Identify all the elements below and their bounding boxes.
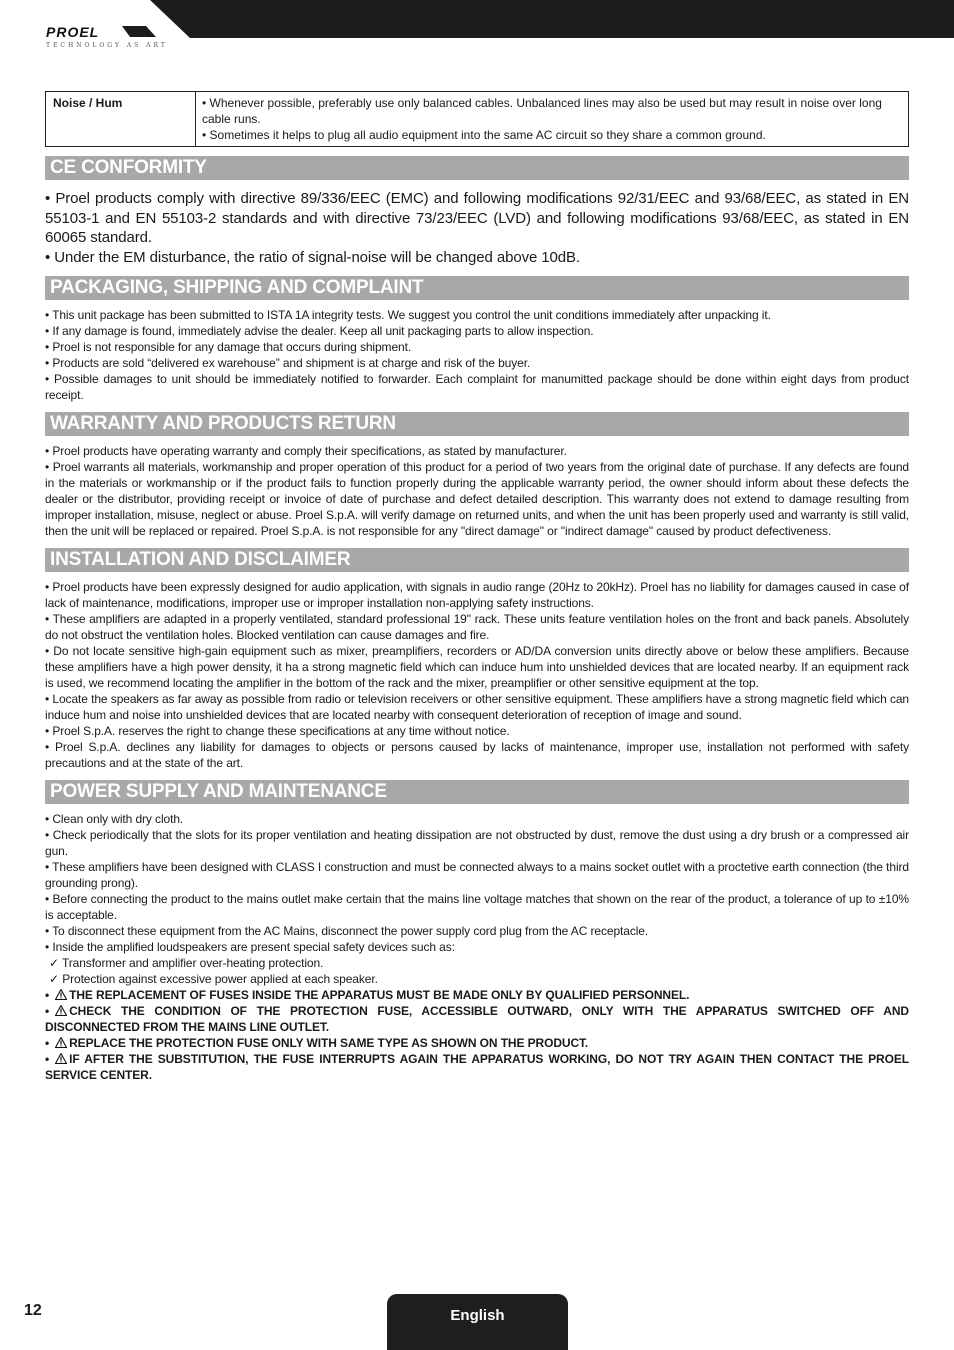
- list-item: • Whenever possible, preferably use only balanced cables. Unbalanced lines may also be used but may result in noise over long cable runs.: [202, 96, 882, 126]
- list-item: • These amplifiers have been designed with CLASS I construction and must be connected always to a mains socket outlet with a proctetive earth connection (the third grounding prong).: [45, 860, 909, 890]
- page-content: [45, 91, 909, 1083]
- list-item: • This unit package has been submitted to ISTA 1A integrity tests. We suggest you control the unit conditions immediately after unpacking it.: [45, 308, 771, 322]
- list-item: • These amplifiers are adapted in a properly ventilated, standard professional 19" rack. These units feature ventilation holes on the front and back panels. Absolutely do not obstruct the ventilation holes. Blocked ventilation can cause damages and fire.: [45, 612, 909, 642]
- warning-text: CHECK THE CONDITION OF THE PROTECTION FUSE, ACCESSIBLE OUTWARD, ONLY WITH THE APPARATUS SWITCHED OFF AND DISCONNECTED FROM THE MAINS LINE OUTLET.: [45, 1004, 909, 1034]
- list-item: • Proel S.p.A. declines any liability for damages to objects or persons caused by lacks of maintenance, improper use, installation not performed with safety precautions and at the state of the art.: [45, 740, 909, 770]
- section-title-installation: INSTALLATION AND DISCLAIMER: [45, 548, 909, 572]
- section-body-warranty: [45, 443, 909, 539]
- warning-item: • CHECK THE CONDITION OF THE PROTECTION FUSE, ACCESSIBLE OUTWARD, ONLY WITH THE APPARATUS SWITCHED OFF AND DISCONNECTED FROM THE MAINS LINE OUTLET.: [45, 1004, 909, 1034]
- section-title-warranty: WARRANTY AND PRODUCTS RETURN: [45, 412, 909, 436]
- section-title-ce: CE CONFORMITY: [45, 156, 909, 180]
- warning-text: THE REPLACEMENT OF FUSES INSIDE THE APPARATUS MUST BE MADE ONLY BY QUALIFIED PERSONNEL.: [69, 988, 690, 1002]
- warning-item: • IF AFTER THE SUBSTITUTION, THE FUSE INTERRUPTS AGAIN THE APPARATUS WORKING, DO NOT TRY AGAIN THEN CONTACT THE PROEL SERVICE CENTER.: [45, 1052, 909, 1082]
- section-body-power: [45, 811, 909, 1083]
- section-title-power: POWER SUPPLY AND MAINTENANCE: [45, 780, 909, 804]
- list-item: • Do not locate sensitive high-gain equipment such as mixer, preamplifiers, recorders or AD/DA conversion units directly above or below these amplifiers. Because these amplifiers have a high power density, it ha a strong magnetic field which can induce hum into unshielded devices that are located nearby. If an equipment rack is used, we recommend locating the amplifier in the bottom of the rack and the mixer, preamplifier or other sensitive equipment at the top.: [45, 644, 909, 690]
- table-row: [46, 92, 909, 147]
- logo-swoosh-icon: [122, 26, 156, 38]
- list-item: • Proel is not responsible for any damage that occurs during shipment.: [45, 340, 412, 354]
- logo-wordmark: PROEL: [46, 24, 100, 40]
- list-item: • Proel products have operating warranty and comply their specifications, as stated by manufacturer.: [45, 444, 567, 458]
- list-item: • Inside the amplified loudspeakers are present special safety devices such as:: [45, 940, 455, 954]
- list-item: • Check periodically that the slots for its proper ventilation and heating dissipation are not obstructed by dust, remove the dust using a dry brush or a compressed air gun.: [45, 828, 909, 858]
- list-item: • Sometimes it helps to plug all audio equipment into the same AC circuit so they share a common ground.: [202, 128, 766, 142]
- list-item: • Proel warrants all materials, workmanship and proper operation of this product for a period of two years from the original date of purchase. If any defects are found in the materials or workmanship or if the product fails to function properly during the applicable warranty period, the owner should inform about these defects the dealer or the distributor, providing receipt or invoice of date of purchase and defect detailed description. This warranty does not extend to damage resulting from improper installation, misuse, neglect or abuse. Proel S.p.A. will verify damage on returned units, and when the unit has been properly used and warranty is still valid, then the unit will be replaced or repaired. Proel S.p.A. is not responsible for any "direct damage" or "indirect damage" caused by product defectiveness.: [45, 460, 909, 538]
- list-item: • Possible damages to unit should be immediately notified to forwarder. Each complaint for manumitted package should be done within eight days from product receipt.: [45, 372, 909, 402]
- section-body-installation: [45, 579, 909, 771]
- warning-item: • REPLACE THE PROTECTION FUSE ONLY WITH SAME TYPE AS SHOWN ON THE PRODUCT.: [45, 1036, 589, 1050]
- warning-triangle-icon: [55, 1005, 67, 1016]
- table-label: Noise / Hum: [46, 92, 196, 147]
- warning-triangle-icon: [55, 989, 67, 1000]
- list-item: • Proel products have been expressly designed for audio application, with signals in audio range (20Hz to 20kHz). Proel has no liability for damages caused in case of lack of maintenance, modifications, improper use or improper installation non-applying safety instructions.: [45, 580, 909, 610]
- warning-triangle-icon: [55, 1053, 67, 1064]
- warning-text: IF AFTER THE SUBSTITUTION, THE FUSE INTERRUPTS AGAIN THE APPARATUS WORKING, DO NOT TRY AGAIN THEN CONTACT THE PROEL SERVICE CENTER.: [45, 1052, 909, 1082]
- logo-tagline: TECHNOLOGY AS ART: [46, 42, 168, 49]
- warning-item: • THE REPLACEMENT OF FUSES INSIDE THE APPARATUS MUST BE MADE ONLY BY QUALIFIED PERSONNEL.: [45, 988, 690, 1002]
- list-item: • Proel products comply with directive 89/336/EEC (EMC) and following modifications 92/31/EEC and 93/68/EEC, as stated in EN 55103-1 and EN 55103-2 standards and with directive 73/23/EEC (LVD) and following modifications 93/68/EEC, as stated in EN 60065 standard.: [45, 190, 909, 246]
- language-tab: English: [387, 1294, 568, 1350]
- proel-logo: [44, 24, 174, 52]
- list-item: • To disconnect these equipment from the AC Mains, disconnect the power supply cord plug from the AC receptacle.: [45, 924, 649, 938]
- section-body-ce: [45, 189, 909, 267]
- check-item: ✓ Protection against excessive power applied at each speaker.: [49, 972, 378, 986]
- list-item: • Clean only with dry cloth.: [45, 812, 184, 826]
- list-item: • If any damage is found, immediately advise the dealer. Keep all unit packaging parts to allow inspection.: [45, 324, 594, 338]
- page-number: 12: [24, 1302, 42, 1319]
- list-item: • Products are sold “delivered ex warehouse” and shipment is at charge and risk of the buyer.: [45, 356, 531, 370]
- list-item: • Locate the speakers as far away as possible from radio or television receivers or other sensitive equipment. These amplifiers have a strong magnetic field which can induce hum and noise into unshielded devices that are located nearby with consequent deterioration of reception of image and sound.: [45, 692, 909, 722]
- list-item: • Under the EM disturbance, the ratio of signal-noise will be changed above 10dB.: [45, 248, 580, 266]
- check-item: ✓ Transformer and amplifier over-heating protection.: [49, 956, 324, 970]
- section-title-packaging: PACKAGING, SHIPPING AND COMPLAINT: [45, 276, 909, 300]
- warning-triangle-icon: [55, 1037, 67, 1048]
- list-item: • Before connecting the product to the mains outlet make certain that the mains line voltage matches that shown on the rear of the product, a tolerance of up to ±10% is acceptable.: [45, 892, 909, 922]
- list-item: • Proel S.p.A. reserves the right to change these specifications at any time without notice.: [45, 724, 510, 738]
- table-cell: [196, 92, 909, 147]
- warning-text: REPLACE THE PROTECTION FUSE ONLY WITH SAME TYPE AS SHOWN ON THE PRODUCT.: [69, 1036, 589, 1050]
- section-body-packaging: [45, 307, 909, 403]
- noise-hum-table: [45, 91, 909, 147]
